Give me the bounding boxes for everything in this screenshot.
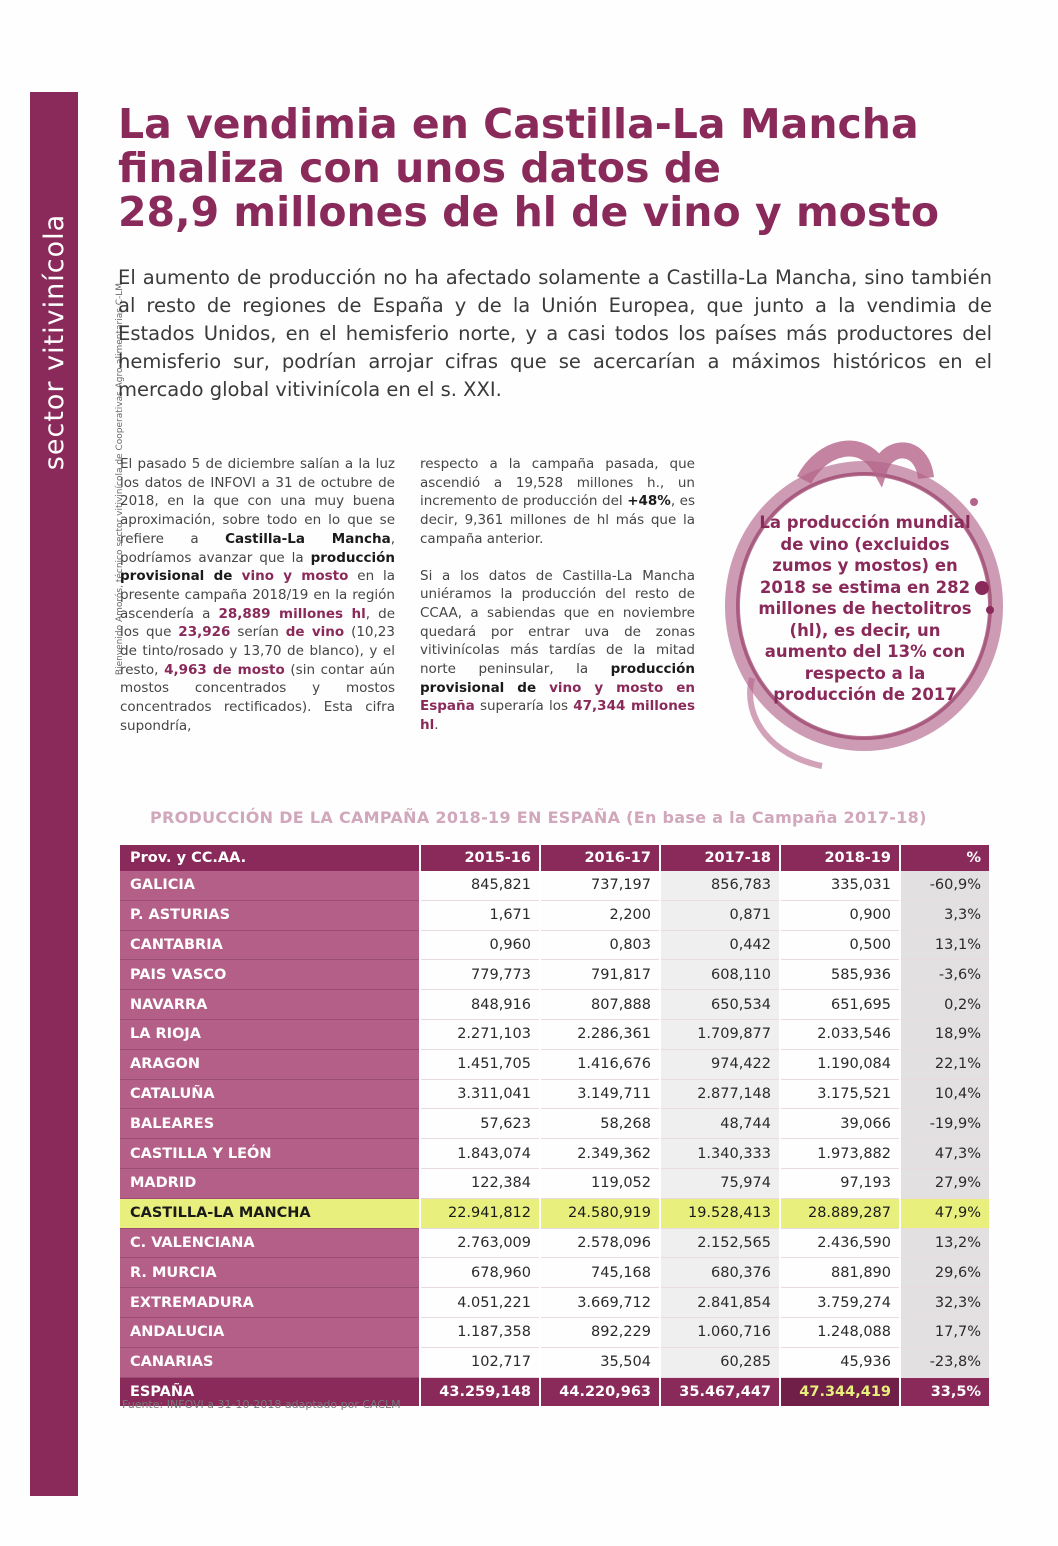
table-title: PRODUCCIÓN DE LA CAMPAÑA 2018-19 EN ESPAÑA (En base a la Campaña 2017-18) [150, 808, 927, 827]
table-cell: 2.271,103 [420, 1019, 540, 1049]
table-cell: 892,229 [540, 1317, 660, 1347]
table-cell: 2.877,148 [660, 1079, 780, 1109]
table-cell: 58,268 [540, 1109, 660, 1139]
table-row [120, 900, 990, 930]
table-cell: 680,376 [660, 1258, 780, 1288]
table-cell: 17,7% [900, 1317, 990, 1347]
table-cell: 2.578,096 [540, 1228, 660, 1258]
table-row [120, 1258, 990, 1288]
table-cell: 2.152,565 [660, 1228, 780, 1258]
lead-paragraph: El aumento de producción no ha afectado solamente a Castilla-La Mancha, sino también al resto de regiones de España y de la Unión Europea, que junto a la vendimia de Estados Unidos, en el hemisferio norte, y a casi todos los países más productores del hemisferio sur, podrían arrojar cifras que se acercarían a máximos históricos en el mercado global vitivinícola en el s. XXI. [118, 266, 992, 401]
table-cell: 1.340,333 [660, 1139, 780, 1169]
article-title [118, 102, 998, 234]
table-cell: 2.763,009 [420, 1228, 540, 1258]
table-cell: 22.941,812 [420, 1198, 540, 1228]
table-row [120, 1049, 990, 1079]
table-source: Fuente: INFOVI a 31-10-2018 adaptado por CACLM [122, 1398, 401, 1411]
column-header: 2017-18 [660, 845, 780, 871]
total-cell: 47.344,419 [780, 1377, 900, 1406]
table-cell: 22,1% [900, 1049, 990, 1079]
table-cell: 845,821 [420, 871, 540, 900]
section-label: sector vitivinícola [39, 213, 70, 471]
total-cell: 33,5% [900, 1377, 990, 1406]
table-body [120, 871, 990, 1406]
table-cell: 1.187,358 [420, 1317, 540, 1347]
table-cell: 2.033,546 [780, 1019, 900, 1049]
region-name: CASTILLA-LA MANCHA [120, 1198, 420, 1228]
table-cell: 974,422 [660, 1049, 780, 1079]
column-header: 2016-17 [540, 845, 660, 871]
table-cell: 848,916 [420, 990, 540, 1020]
table-cell: 4.051,221 [420, 1288, 540, 1318]
table-cell: 119,052 [540, 1168, 660, 1198]
table-header-row [120, 845, 990, 871]
table-cell: 2,200 [540, 900, 660, 930]
column-header: 2015-16 [420, 845, 540, 871]
table-cell: 2.436,590 [780, 1228, 900, 1258]
table-cell: 18,9% [900, 1019, 990, 1049]
region-name: CATALUÑA [120, 1079, 420, 1109]
table-row [120, 930, 990, 960]
table-cell: 0,900 [780, 900, 900, 930]
table-cell: 3.759,274 [780, 1288, 900, 1318]
total-cell: 43.259,148 [420, 1377, 540, 1406]
table-cell: 35,504 [540, 1347, 660, 1377]
table-row [120, 960, 990, 990]
table-row [120, 1168, 990, 1198]
title-line: 28,9 millones de hl de vino y mosto [118, 188, 940, 236]
table-cell: 779,773 [420, 960, 540, 990]
total-cell: 35.467,447 [660, 1377, 780, 1406]
region-name: CANARIAS [120, 1347, 420, 1377]
table-cell: 0,803 [540, 930, 660, 960]
table-row [120, 990, 990, 1020]
table-cell: 13,2% [900, 1228, 990, 1258]
region-name: ANDALUCIA [120, 1317, 420, 1347]
table-cell: 881,890 [780, 1258, 900, 1288]
region-name: CASTILLA Y LEÓN [120, 1139, 420, 1169]
column-header: 2018-19 [780, 845, 900, 871]
title-line: finaliza con unos datos de [118, 144, 721, 192]
table-cell: 97,193 [780, 1168, 900, 1198]
region-name: NAVARRA [120, 990, 420, 1020]
table-cell: 19.528,413 [660, 1198, 780, 1228]
table-cell: 10,4% [900, 1079, 990, 1109]
table-cell: 3.311,041 [420, 1079, 540, 1109]
table-cell: -23,8% [900, 1347, 990, 1377]
table-cell: 2.841,854 [660, 1288, 780, 1318]
body-paragraph: respecto a la campaña pasada, que ascendió a 19,528 millones h., un incremento de producción del +48%, es decir, 9,361 millones de hl más que la campaña anterior. [420, 456, 696, 547]
table-cell: 0,442 [660, 930, 780, 960]
table-cell: 1.843,074 [420, 1139, 540, 1169]
table-cell: 57,623 [420, 1109, 540, 1139]
table-cell: 48,744 [660, 1109, 780, 1139]
callout-text: La producción mundial de vino (excluidos zumos y mostos) en 2018 se estima en 282 millones de hectolitros (hl), es decir, un aumento del 13% con respecto a la producción de 2017 [758, 513, 972, 704]
table-cell: 47,9% [900, 1198, 990, 1228]
region-name: GALICIA [120, 871, 420, 900]
table-cell: 1.973,882 [780, 1139, 900, 1169]
table-row [120, 1019, 990, 1049]
table-cell: 1.190,084 [780, 1049, 900, 1079]
table-row [120, 1139, 990, 1169]
table-cell: 122,384 [420, 1168, 540, 1198]
table-row [120, 1288, 990, 1318]
table-cell: 737,197 [540, 871, 660, 900]
region-name: PAIS VASCO [120, 960, 420, 990]
region-name: CANTABRIA [120, 930, 420, 960]
table-row [120, 1079, 990, 1109]
table-cell: 32,3% [900, 1288, 990, 1318]
table-cell: 24.580,919 [540, 1198, 660, 1228]
table-row [120, 1317, 990, 1347]
photo-credit: Bienvenido Amorós, técnico sector vitivinícola de Cooperativas Agro-alimentarias C-LM [115, 282, 125, 676]
total-cell: 44.220,963 [540, 1377, 660, 1406]
production-table [120, 845, 991, 1406]
table-cell: 2.286,361 [540, 1019, 660, 1049]
table-cell: 28.889,287 [780, 1198, 900, 1228]
title-line: La vendimia en Castilla-La Mancha [118, 100, 919, 148]
table-cell: -19,9% [900, 1109, 990, 1139]
table-cell: 608,110 [660, 960, 780, 990]
body-column-2 [420, 455, 695, 735]
table-cell: 39,066 [780, 1109, 900, 1139]
body-column-1 [120, 455, 395, 736]
table-cell: 3.175,521 [780, 1079, 900, 1109]
table-cell: 1.709,877 [660, 1019, 780, 1049]
table-cell: 650,534 [660, 990, 780, 1020]
total-label: ESPAÑA [120, 1377, 420, 1406]
side-band [30, 92, 79, 1546]
table-cell: 856,783 [660, 871, 780, 900]
table-cell: 0,960 [420, 930, 540, 960]
table-cell: 745,168 [540, 1258, 660, 1288]
table-cell: 102,717 [420, 1347, 540, 1377]
page-number: 6 [68, 1528, 79, 1546]
region-name: C. VALENCIANA [120, 1228, 420, 1258]
table-cell: 1,671 [420, 900, 540, 930]
table-cell: 0,500 [780, 930, 900, 960]
table-row [120, 1228, 990, 1258]
table-cell: 1.451,705 [420, 1049, 540, 1079]
table-cell: 0,871 [660, 900, 780, 930]
table-cell: 3,3% [900, 900, 990, 930]
table-row [120, 1347, 990, 1377]
table-row [120, 1109, 990, 1139]
table-cell: 678,960 [420, 1258, 540, 1288]
photo-credit-wrap [82, 92, 125, 692]
table-cell: 3.669,712 [540, 1288, 660, 1318]
table-cell: 45,936 [780, 1347, 900, 1377]
table-cell: 0,2% [900, 990, 990, 1020]
table-cell: 1.416,676 [540, 1049, 660, 1079]
table-row [120, 1198, 990, 1228]
region-name: LA RIOJA [120, 1019, 420, 1049]
region-name: MADRID [120, 1168, 420, 1198]
table-cell: 27,9% [900, 1168, 990, 1198]
table-cell: 335,031 [780, 871, 900, 900]
column-header: Prov. y CC.AA. [120, 845, 420, 871]
region-name: P. ASTURIAS [120, 900, 420, 930]
body-paragraph: El pasado 5 de diciembre salían a la luz los datos de INFOVI a 31 de octubre de 2018, en la que con una muy buena aproximación, sobre todo en lo que se refiere a Castilla-La Mancha, podríamos avanzar que la producción provisional de vino y mosto en la presente campaña 2018/19 en la región ascendería a 28,889 millones hl, de los que 23,926 serían de vino (10,23 de tinto/rosado y 13,70 de blanco), y el resto, 4,963 de mosto (sin contar aún mostos concentrados y mostos concentrados rectificados). Esta cifra supondría, [120, 456, 395, 734]
table-row [120, 871, 990, 900]
region-name: BALEARES [120, 1109, 420, 1139]
table-cell: 75,974 [660, 1168, 780, 1198]
region-name: ARAGON [120, 1049, 420, 1079]
table-cell: 29,6% [900, 1258, 990, 1288]
table-cell: 2.349,362 [540, 1139, 660, 1169]
table-cell: -3,6% [900, 960, 990, 990]
table-cell: 791,817 [540, 960, 660, 990]
table-cell: 651,695 [780, 990, 900, 1020]
table-cell: 807,888 [540, 990, 660, 1020]
region-name: R. MURCIA [120, 1258, 420, 1288]
region-name: EXTREMADURA [120, 1288, 420, 1318]
table-cell: 3.149,711 [540, 1079, 660, 1109]
table-cell: 585,936 [780, 960, 900, 990]
table-cell: 13,1% [900, 930, 990, 960]
column-header: % [900, 845, 990, 871]
body-paragraph: Si a los datos de Castilla-La Mancha uniéramos la producción del resto de CCAA, a sabiendas que en noviembre quedará por entrar uva de zonas vitivinícolas más tardías de la mitad norte peninsular, la producción provisional de vino y mosto en España superaría los 47,344 millones hl. [420, 567, 696, 734]
table-cell: 47,3% [900, 1139, 990, 1169]
table-cell: 1.248,088 [780, 1317, 900, 1347]
table-cell: -60,9% [900, 871, 990, 900]
table-cell: 1.060,716 [660, 1317, 780, 1347]
table-cell: 60,285 [660, 1347, 780, 1377]
